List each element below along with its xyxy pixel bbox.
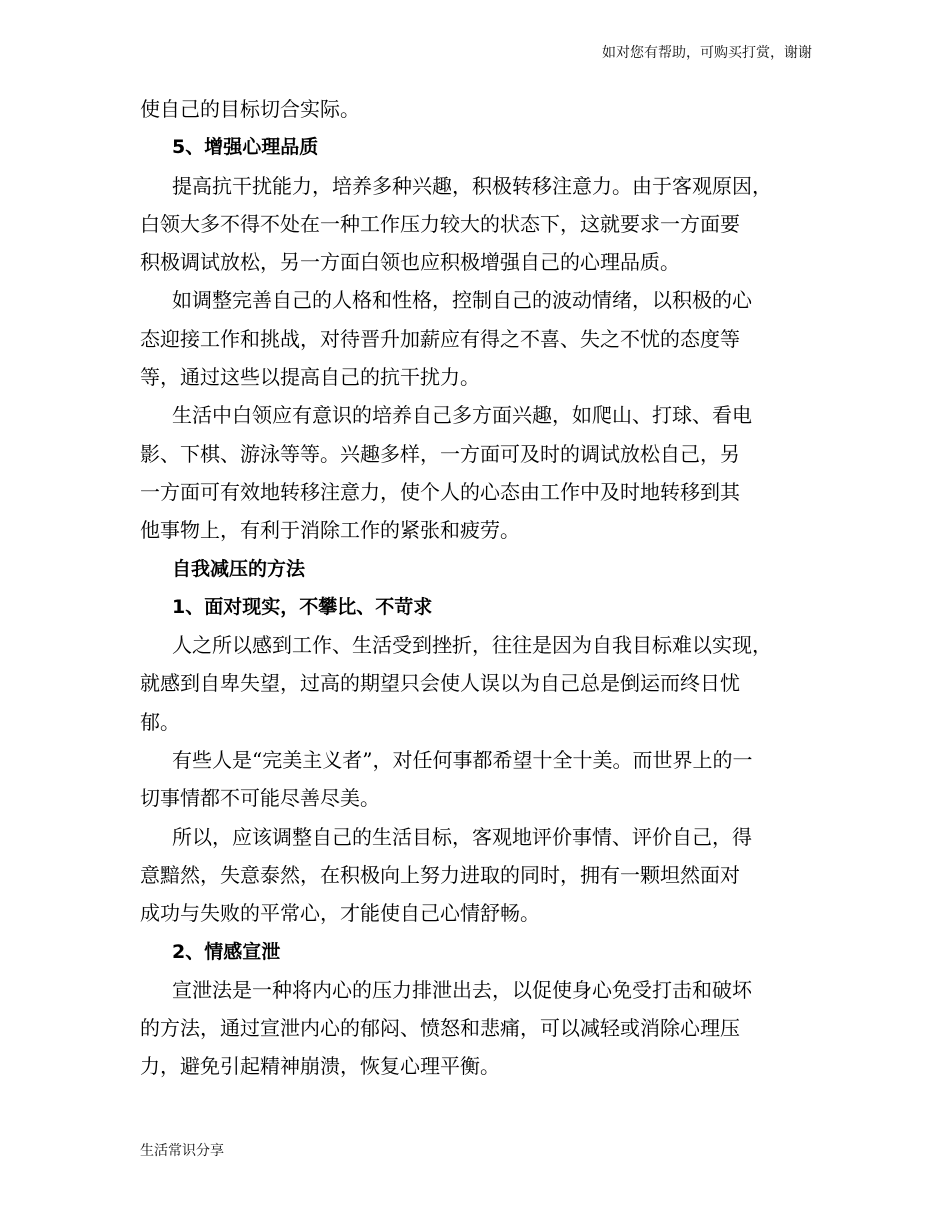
paragraph-line: 提高抗干扰能力，培养多种兴趣，积极转移注意力。由于客观原因，	[172, 173, 772, 198]
paragraph-line: 如调整完善自己的人格和性格，控制自己的波动情绪，以积极的心	[172, 288, 752, 313]
text-line: 力，避免引起精神崩溃，恢复心理平衡。	[140, 1054, 500, 1079]
text-line: 等，通过这些以提高自己的抗干扰力。	[140, 365, 480, 390]
text-line: 一方面可有效地转移注意力，使个人的心态由工作中及时地转移到其	[140, 479, 740, 504]
text-line: 影、下棋、游泳等等。兴趣多样，一方面可及时的调试放松自己，另	[140, 441, 740, 466]
document-body	[140, 90, 810, 1086]
section-heading: 1、面对现实，不攀比、不苛求	[172, 595, 433, 618]
page-footer: 生活常识分享	[140, 1143, 224, 1159]
text-line: 使自己的目标切合实际。	[140, 97, 360, 121]
text-line: 就感到自卑失望，过高的期望只会使人误以为自己总是倒运而终日忧	[140, 671, 740, 696]
text-line: 郁。	[140, 709, 180, 734]
paragraph-line: 有些人是“完美主义者”，对任何事都希望十全十美。而世界上的一	[172, 748, 753, 773]
text-line: 他事物上，有利于消除工作的紧张和疲劳。	[140, 518, 520, 543]
section-heading: 自我减压的方法	[172, 557, 306, 580]
paragraph-line: 所以，应该调整自己的生活目标，客观地评价事情、评价自己，得	[172, 824, 752, 849]
text-line: 成功与失败的平常心，才能使自己心情舒畅。	[140, 901, 540, 926]
paragraph-line: 宣泄法是一种将内心的压力排泄出去，以促使身心免受打击和破坏	[172, 977, 752, 1002]
text-line: 的方法，通过宣泄内心的郁闷、愤怒和悲痛，可以减轻或消除心理压	[140, 1016, 740, 1041]
section-heading: 5、增强心理品质	[172, 136, 319, 159]
text-line: 积极调试放松，另一方面白领也应积极增强自己的心理品质。	[140, 250, 680, 275]
text-line: 态迎接工作和挑战，对待晋升加薪应有得之不喜、失之不忧的态度等	[140, 326, 740, 351]
text-line: 意黯然，失意泰然，在积极向上努力进取的同时，拥有一颗坦然面对	[140, 862, 740, 887]
text-line: 白领大多不得不处在一种工作压力较大的状态下，这就要求一方面要	[140, 211, 740, 236]
paragraph-line: 生活中白领应有意识的培养自己多方面兴趣，如爬山、打球、看电	[172, 403, 752, 428]
section-heading: 2、情感宣泄	[172, 940, 281, 963]
page-header: 如对您有帮助，可购买打赏，谢谢	[602, 45, 812, 61]
text-line: 切事情都不可能尽善尽美。	[140, 786, 380, 811]
paragraph-line: 人之所以感到工作、生活受到挫折，往往是因为自我目标难以实现，	[172, 633, 772, 658]
